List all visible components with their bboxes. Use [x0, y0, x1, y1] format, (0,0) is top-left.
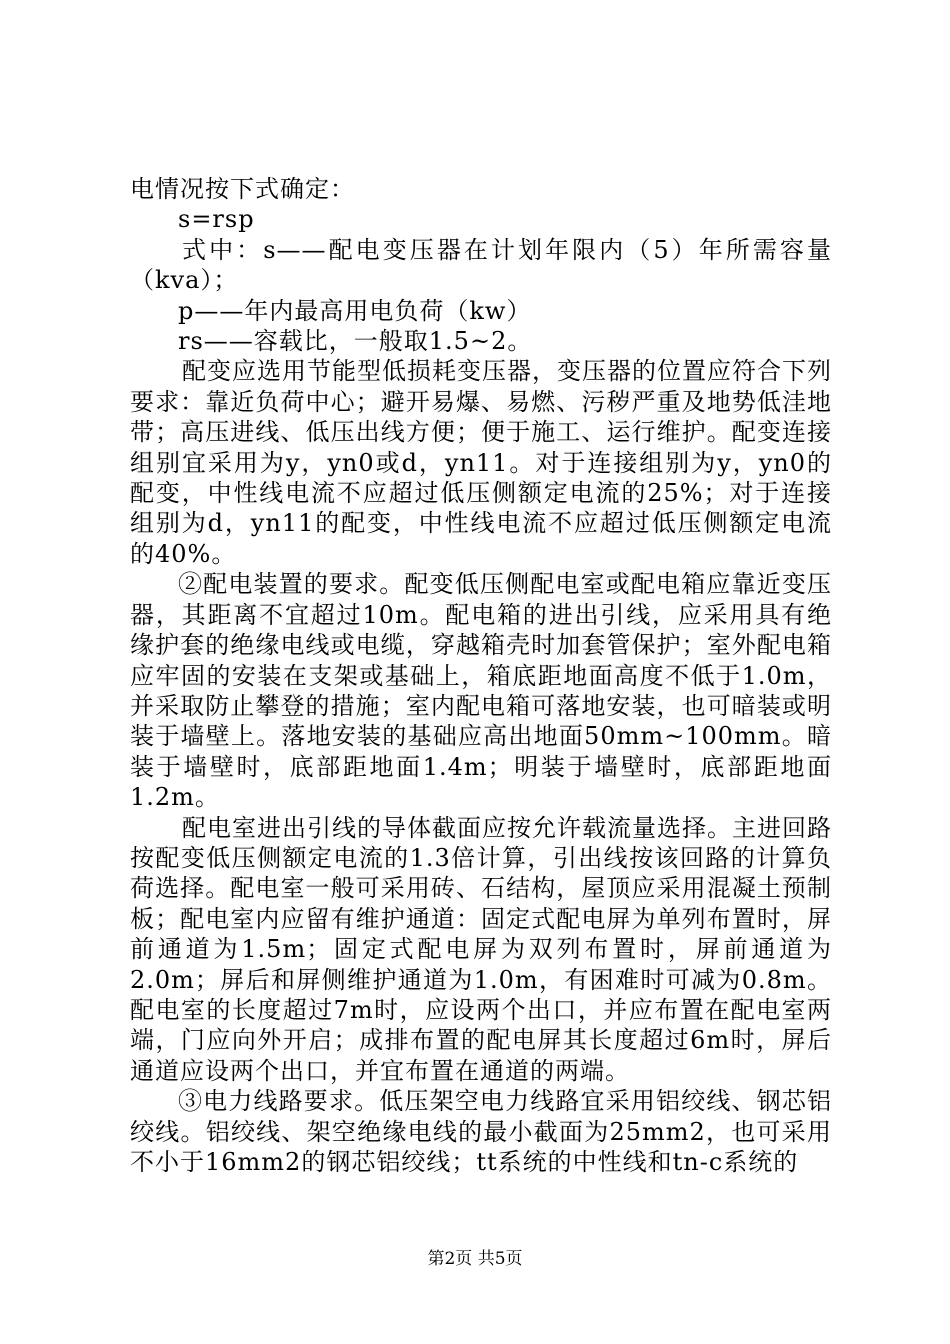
document-body: [130, 174, 832, 1177]
paragraph: ③电力线路要求。低压架空电力线路宜采用铝绞线、钢芯铝绞线。铝绞线、架空绝缘电线的最小截面为25mm2，也可采用不小于16mm2的钢芯铝绞线；tt系统的中性线和tn-c系统的: [130, 1087, 832, 1176]
paragraph: 配变应选用节能型低损耗变压器，变压器的位置应符合下列要求：靠近负荷中心；避开易爆、易燃、污秽严重及地势低洼地带；高压进线、低压出线方便；便于施工、运行维护。配变连接组别宜采用为y，yn0或d，yn11。对于连接组别为y，yn0的配变，中性线电流不应超过低压侧额定电流的25%；对于连接组别为d，yn11的配变，中性线电流不应超过低压侧额定电流的40%。: [130, 357, 832, 568]
formula: s=rsp: [178, 205, 255, 234]
paragraph: p——年内最高用电负荷（kw）: [178, 296, 532, 325]
paragraph: 式中：s——配电变压器在计划年限内（5）年所需容量（kva）；: [130, 235, 832, 295]
paragraph: rs——容载比，一般取1.5~2。: [178, 327, 533, 356]
paragraph: 配电室进出引线的导体截面应按允许载流量选择。主进回路按配变低压侧额定电流的1.3倍计算，引出线按该回路的计算负荷选择。配电室一般可采用砖、石结构，屋顶应采用混凝土预制板；配电室内应留有维护通道：固定式配电屏为单列布置时，屏前通道为1.5m；固定式配电屏为双列布置时，屏前通道为2.0m；屏后和屏侧维护通道为1.0m，有困难时可减为0.8m。配电室的长度超过7m时，应设两个出口，并应布置在配电室两端，门应向外开启；成排布置的配电屏其长度超过6m时，屏后通道应设两个出口，并宜布置在通道的两端。: [130, 813, 832, 1085]
paragraph: ②配电装置的要求。配变低压侧配电室或配电箱应靠近变压器，其距离不宜超过10m。配电箱的进出引线，应采用具有绝缘护套的绝缘电线或电缆，穿越箱壳时加套管保护；室外配电箱应牢固的安装在支架或基础上，箱底距地面高度不低于1.0m，并采取防止攀登的措施；室内配电箱可落地安装，也可暗装或明装于墙壁上。落地安装的基础应高出地面50mm~100mm。暗装于墙壁时，底部距地面1.4m；明装于墙壁时，底部距地面1.2m。: [130, 570, 832, 812]
paragraph: 电情况按下式确定：: [130, 175, 355, 203]
page-number-footer: 第2页 共5页: [427, 1249, 523, 1269]
